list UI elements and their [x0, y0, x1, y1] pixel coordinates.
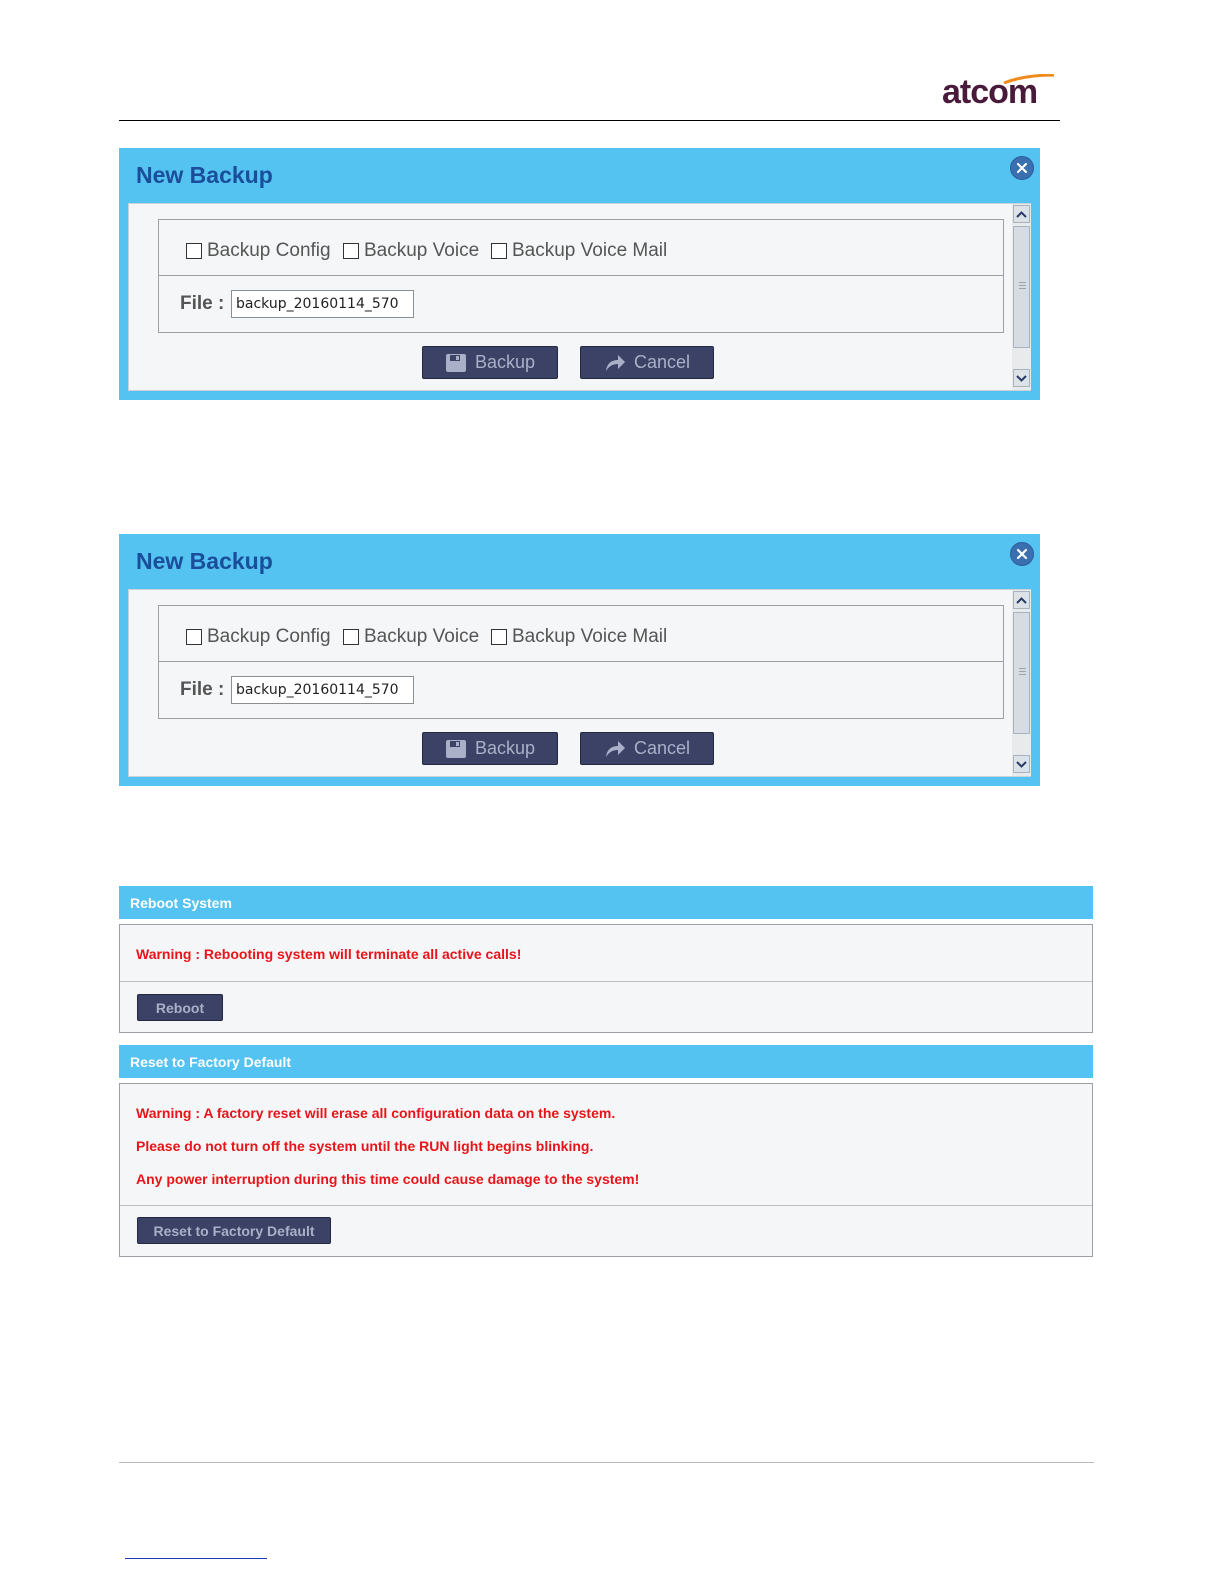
backup-button-label: Backup — [474, 738, 536, 758]
chevron-down-icon[interactable] — [1013, 369, 1030, 387]
backup-voice-option[interactable] — [343, 240, 479, 262]
file-label: File : — [180, 293, 225, 314]
backup-button-label: Backup — [474, 352, 536, 372]
chevron-down-icon[interactable] — [1013, 755, 1030, 773]
atcom-logo — [942, 72, 1058, 112]
factory-reset-warning: Please do not turn off the system until the RUN light begins blinking. — [136, 1138, 594, 1154]
backup-config-option[interactable] — [186, 626, 331, 648]
cancel-button[interactable] — [580, 346, 714, 379]
reboot-panel — [119, 924, 1093, 1033]
backup-form — [158, 219, 1004, 333]
factory-reset-warning: Any power interruption during this time could cause damage to the system! — [136, 1171, 640, 1187]
footer-divider — [119, 1462, 1094, 1463]
reboot-section-header — [119, 886, 1093, 919]
share-arrow-icon — [604, 740, 626, 758]
scrollbar-thumb[interactable] — [1013, 612, 1030, 734]
reboot-section-title: Reboot System — [130, 895, 232, 911]
dialog-title: New Backup — [136, 162, 273, 188]
factory-reset-section-title: Reset to Factory Default — [130, 1054, 292, 1070]
backup-voice-mail-option[interactable] — [491, 626, 667, 648]
backup-voice-mail-checkbox[interactable] — [491, 629, 507, 645]
vertical-scrollbar[interactable] — [1012, 590, 1031, 776]
backup-voice-mail-label: Backup Voice Mail — [512, 240, 668, 261]
cancel-button-label: Cancel — [633, 738, 691, 758]
scrollbar-thumb[interactable] — [1013, 226, 1030, 348]
factory-reset-warning: Warning : A factory reset will erase all configuration data on the system. — [136, 1105, 616, 1121]
backup-config-option[interactable] — [186, 240, 331, 262]
backup-options-row — [159, 220, 1003, 276]
file-name-input[interactable] — [231, 290, 414, 318]
divider — [120, 981, 1092, 982]
backup-voice-checkbox[interactable] — [343, 629, 359, 645]
header-divider — [119, 120, 1060, 121]
file-row — [159, 276, 1003, 332]
file-row — [159, 662, 1003, 718]
backup-voice-label: Backup Voice — [364, 626, 480, 647]
dialog-title: New Backup — [136, 548, 273, 574]
chevron-up-icon[interactable] — [1013, 591, 1030, 609]
backup-form — [158, 605, 1004, 719]
share-arrow-icon — [604, 354, 626, 372]
factory-reset-section-header — [119, 1045, 1093, 1078]
backup-button[interactable] — [422, 732, 558, 765]
divider — [120, 1205, 1092, 1206]
reboot-button[interactable]: Reboot — [137, 994, 223, 1021]
chevron-up-icon[interactable] — [1013, 205, 1030, 223]
backup-voice-option[interactable] — [343, 626, 479, 648]
logo-text: atcom — [942, 73, 1038, 111]
close-icon[interactable] — [1010, 156, 1034, 180]
file-name-input[interactable] — [231, 676, 414, 704]
cancel-button-label: Cancel — [633, 352, 691, 372]
backup-options-row — [159, 606, 1003, 662]
cancel-button[interactable] — [580, 732, 714, 765]
backup-voice-mail-option[interactable] — [491, 240, 667, 262]
reboot-warning: Warning : Rebooting system will terminate all active calls! — [136, 946, 522, 962]
new-backup-dialog — [119, 148, 1040, 400]
file-label: File : — [180, 679, 225, 700]
dialog-body — [128, 203, 1031, 391]
dialog-body — [128, 589, 1031, 777]
floppy-disk-icon — [445, 739, 467, 759]
floppy-disk-icon — [445, 353, 467, 373]
footer-link-underline — [125, 1558, 267, 1559]
backup-voice-mail-checkbox[interactable] — [491, 243, 507, 259]
backup-voice-mail-label: Backup Voice Mail — [512, 626, 668, 647]
backup-voice-label: Backup Voice — [364, 240, 480, 261]
backup-config-label: Backup Config — [207, 626, 331, 647]
backup-config-checkbox[interactable] — [186, 629, 202, 645]
backup-button[interactable] — [422, 346, 558, 379]
backup-voice-checkbox[interactable] — [343, 243, 359, 259]
new-backup-dialog — [119, 534, 1040, 786]
reset-factory-default-button[interactable]: Reset to Factory Default — [137, 1217, 331, 1244]
backup-config-checkbox[interactable] — [186, 243, 202, 259]
vertical-scrollbar[interactable] — [1012, 204, 1031, 390]
logo-swoosh-icon — [1002, 74, 1056, 84]
factory-reset-panel — [119, 1083, 1093, 1257]
backup-config-label: Backup Config — [207, 240, 331, 261]
close-icon[interactable] — [1010, 542, 1034, 566]
